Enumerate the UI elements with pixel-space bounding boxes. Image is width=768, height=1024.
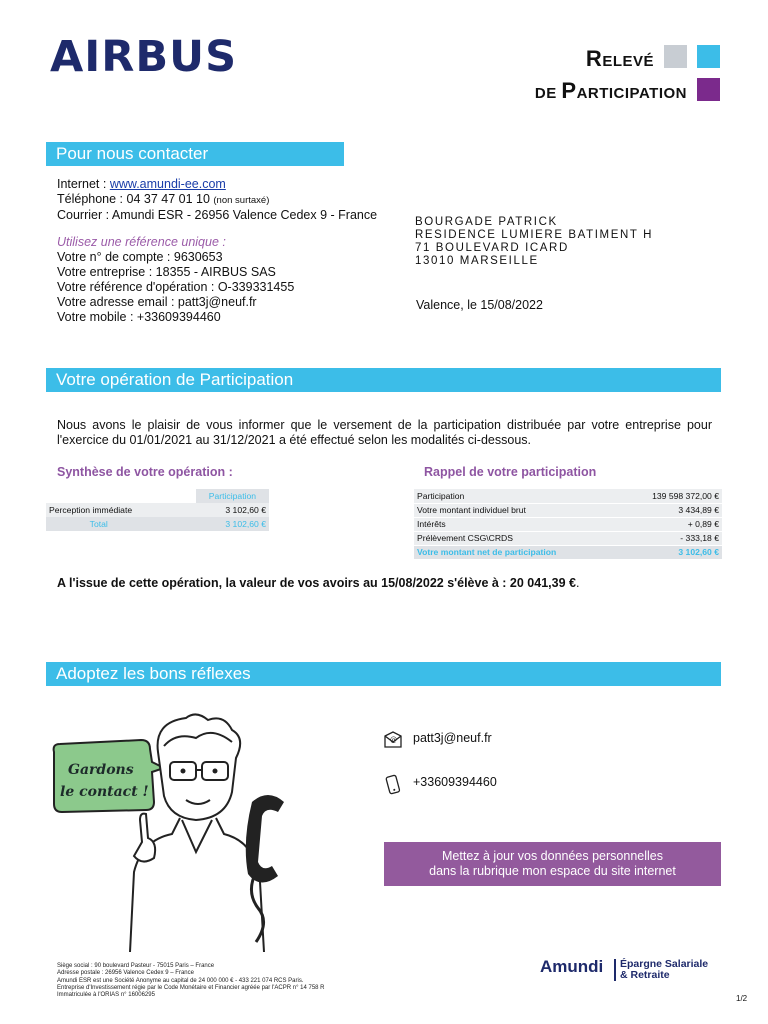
mobile-number: Votre mobile : +33609394460 — [57, 310, 221, 324]
bubble-text-1: Gardons — [68, 762, 134, 778]
contact-block — [57, 177, 377, 325]
table-row: Votre montant net de participation 3 102,60 € — [414, 545, 722, 559]
rappel-title: Rappel de votre participation — [424, 465, 597, 479]
page-number: 1/2 — [736, 994, 748, 1003]
table-row: Participation — [46, 489, 269, 503]
telephone-handset-icon — [246, 795, 284, 883]
operation-section-bar: Votre opération de Participation — [46, 368, 721, 392]
account-number: Votre n° de compte : 9630653 — [57, 250, 223, 264]
operation-reference: Votre référence d'opération : O-339331455 — [57, 280, 295, 294]
reflex-phone: +33609394460 — [413, 775, 497, 789]
legal-footer: Siège social : 90 boulevard Pasteur - 75015 Paris – France Adresse postale : 26956 Valence Cedex 9 – France Amundi ESR est une Société Anonyme au capital de 24 000 000 € - 433 221 074 RCS Paris. Entreprise d'Investissement régie par le Code Monétaire et Financier agréée par l'ACPR n° 14 758 R Immatriculée à l'ORIAS n° 16006295 — [57, 963, 325, 999]
title-participation: DE PARTICIPATION — [534, 78, 687, 103]
recipient-address: BOURGADE PATRICK RESIDENCE LUMIERE BATIMENT H 71 BOULEVARD ICARD 13010 MARSEILLE — [415, 216, 653, 267]
email-icon — [383, 730, 403, 750]
synthese-table — [46, 489, 269, 531]
grey-square-icon — [664, 45, 687, 68]
table-row: Total 3 102,60 € — [46, 517, 269, 531]
title-releve: RELEVÉ — [585, 46, 654, 71]
table-row: Votre montant individuel brut 3 434,89 € — [414, 503, 722, 517]
table-row: Participation 139 598 372,00 € — [414, 489, 722, 503]
amundi-logo: Amundi — [540, 957, 604, 976]
email-address: Votre adresse email : patt3j@neuf.fr — [57, 295, 257, 309]
phone-line: Téléphone : 04 37 47 01 10 (non surtaxé) — [57, 192, 270, 206]
synthese-title: Synthèse de votre opération : — [57, 465, 233, 479]
mail-line: Courrier : Amundi ESR - 26956 Valence Cedex 9 - France — [57, 208, 378, 222]
intro-text: Nous avons le plaisir de vous informer que le versement de la participation distribuée par votre entreprise pour l'exercice du 01/01/2021 au 31/12/2021 a été effectué selon les modalités ci-dessous. — [57, 418, 712, 447]
purple-square-icon — [697, 78, 720, 101]
summary-line: A l'issue de cette opération, la valeur de vos avoirs au 15/08/2022 s'élève à : 20 041,39 €. — [57, 576, 580, 590]
reference-prompt: Utilisez une référence unique : — [57, 235, 226, 249]
amundi-logo-subtitle: Épargne Salariale & Retraite — [614, 959, 708, 981]
blue-square-icon — [697, 45, 720, 68]
amundi-website-link[interactable]: www.amundi-ee.com — [109, 177, 226, 191]
bubble-text-2: le contact ! — [60, 784, 149, 800]
update-data-banner[interactable]: Mettez à jour vos données personnelles dans la rubrique mon espace du site internet — [384, 842, 721, 886]
contact-illustration — [46, 712, 306, 952]
company: Votre entreprise : 18355 - AIRBUS SAS — [57, 265, 276, 279]
svg-text:@: @ — [390, 736, 397, 744]
contact-section-bar: Pour nous contacter — [46, 142, 344, 166]
raised-hand-shape — [134, 814, 155, 862]
internet-line: Internet : www.amundi-ee.com — [57, 177, 226, 191]
reflex-email: patt3j@neuf.fr — [413, 731, 492, 745]
table-row: Prélèvement CSG\CRDS - 333,18 € — [414, 531, 722, 545]
reflexes-section-bar: Adoptez les bons réflexes — [46, 662, 721, 686]
table-row: Intérêts + 0,89 € — [414, 517, 722, 531]
date-line: Valence, le 15/08/2022 — [416, 298, 543, 312]
table-row: Perception immédiate 3 102,60 € — [46, 503, 269, 517]
mobile-phone-icon — [383, 774, 403, 796]
airbus-logo: AIRBUS — [50, 32, 238, 82]
rappel-table — [414, 489, 722, 560]
